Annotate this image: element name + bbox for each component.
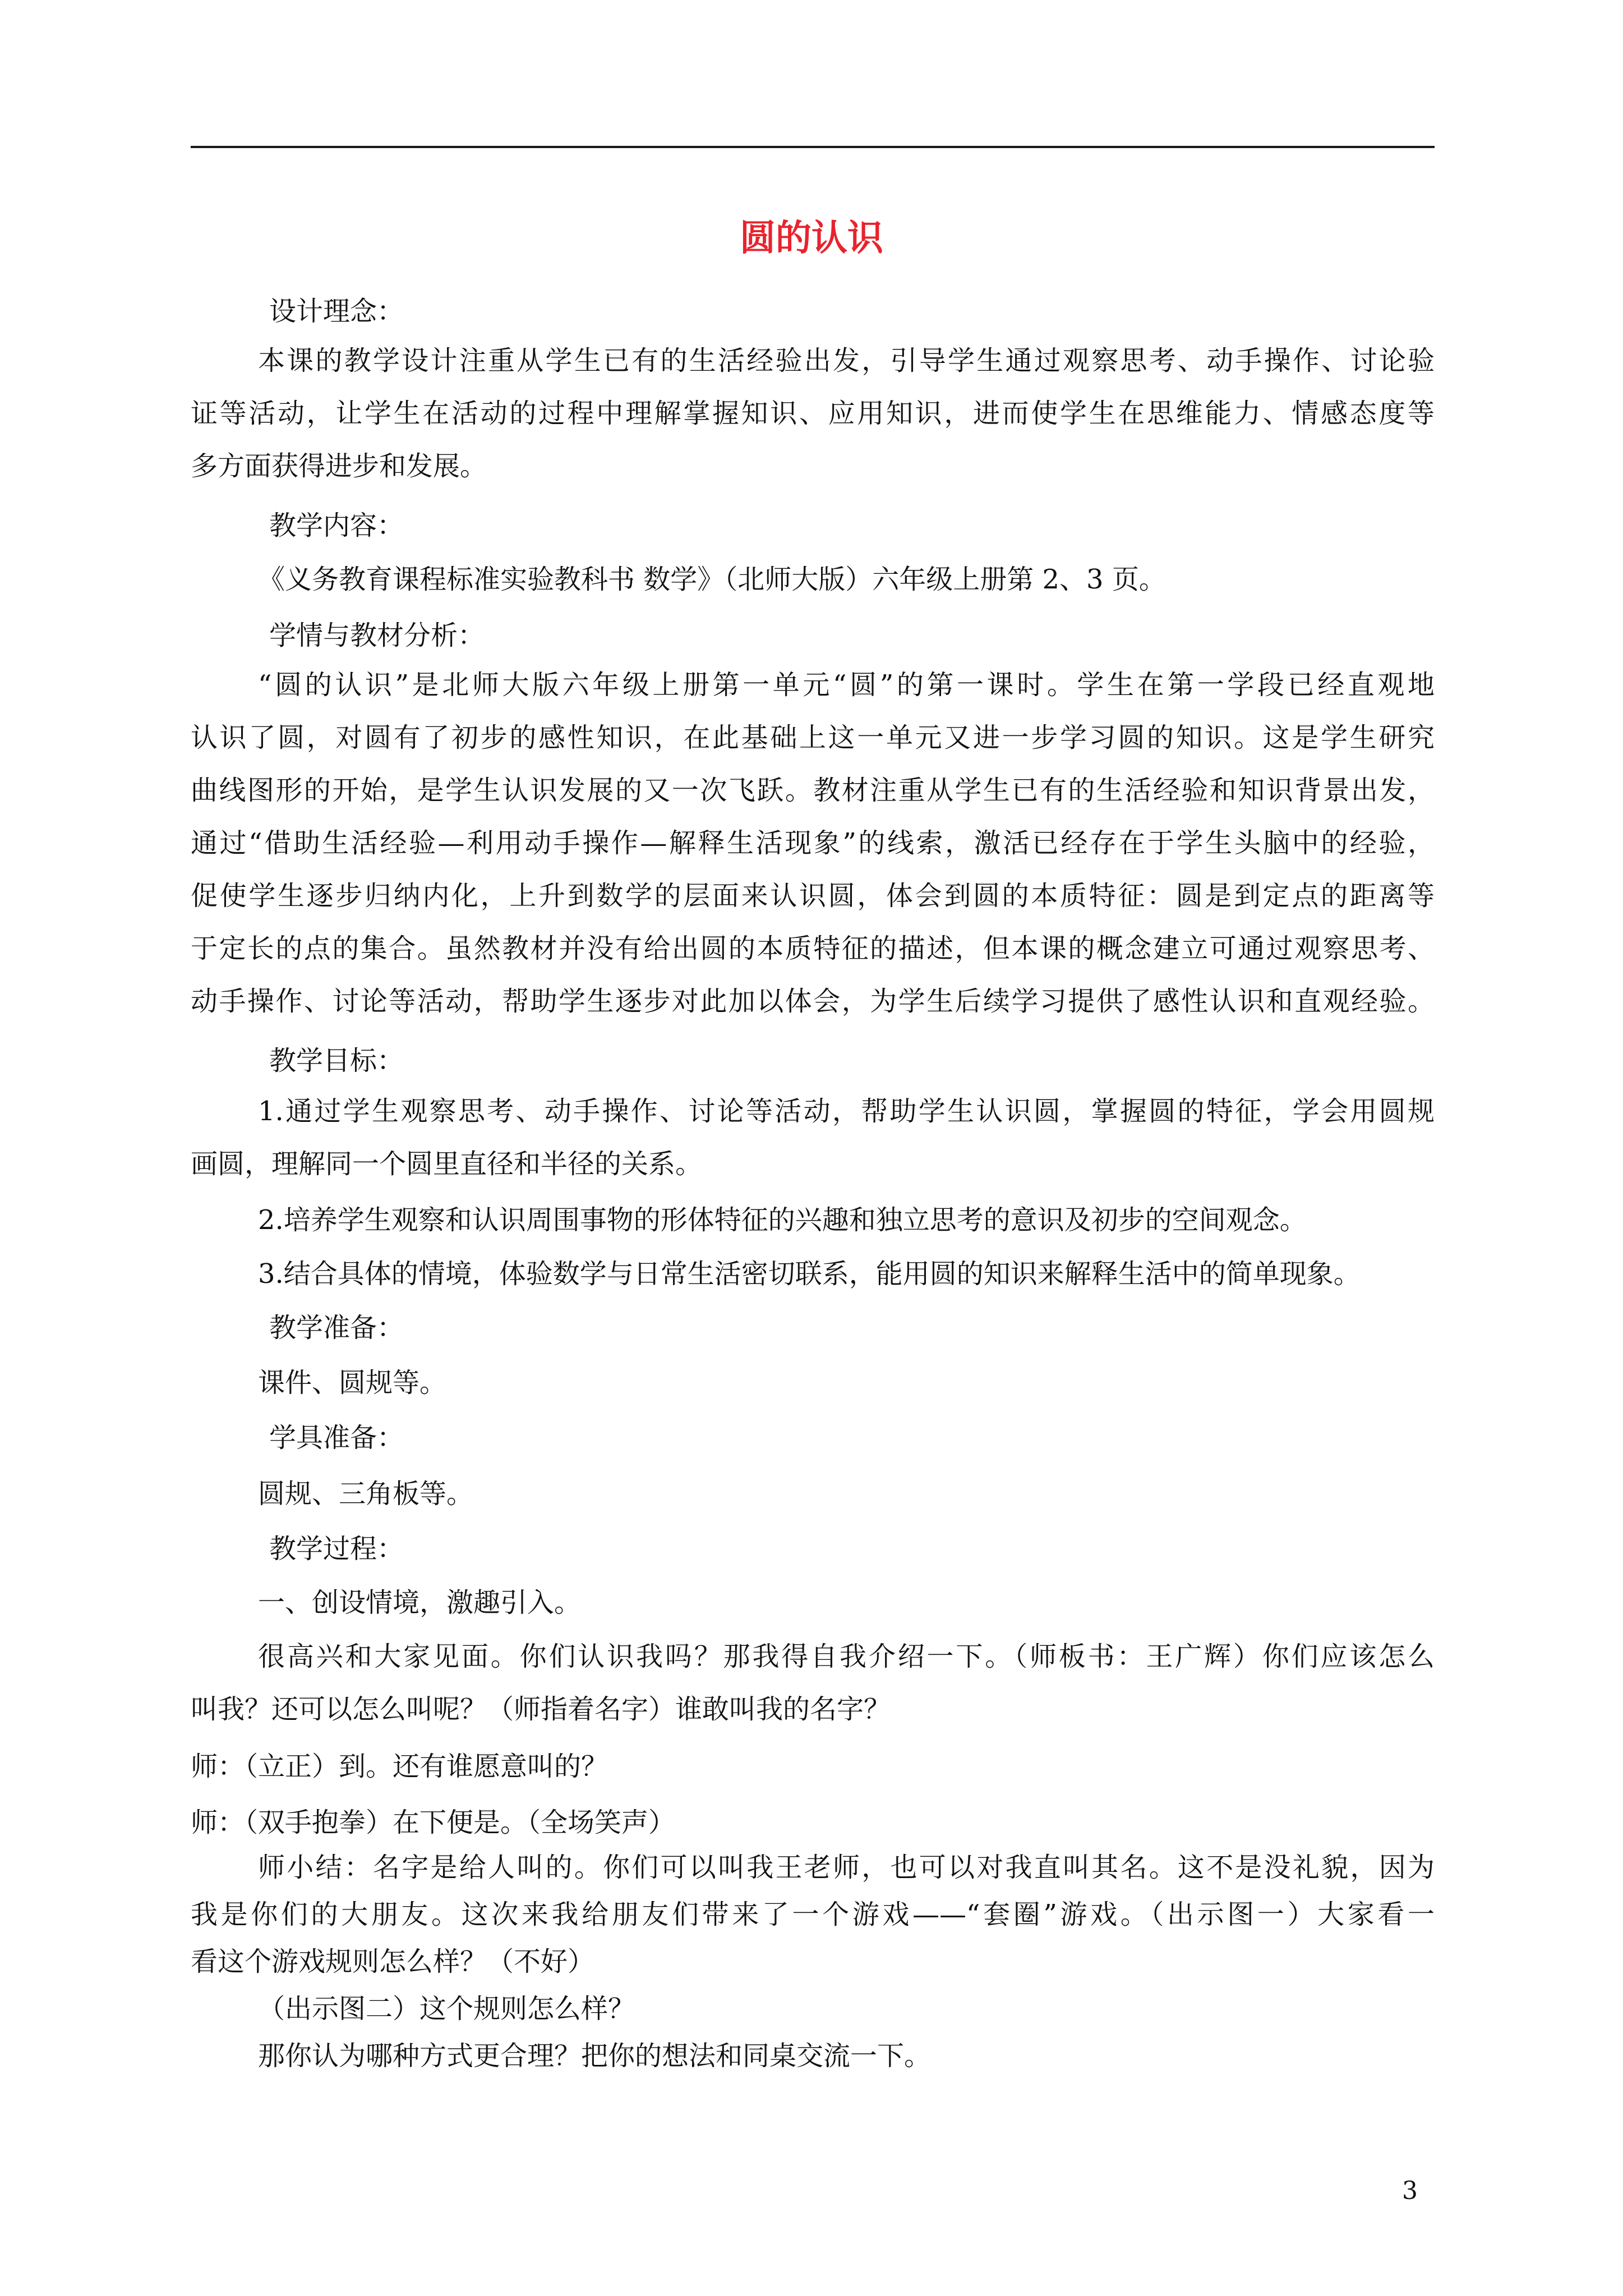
- paragraph-line: 很高兴和大家见面。你们认识我吗？那我得自我介绍一下。（师板书：王广辉）你们应该怎么: [258, 1641, 1435, 1672]
- paragraph-line: 一、创设情境，激趣引入。: [258, 1587, 582, 1618]
- paragraph-line: 叫我？还可以怎么叫呢？（师指着名字）谁敢叫我的名字？: [191, 1694, 891, 1725]
- paragraph-line: 看这个游戏规则怎么样？（不好）: [191, 1946, 595, 1977]
- section-heading-content: 教学内容：: [269, 510, 404, 541]
- document-title: 圆的认识: [740, 218, 883, 259]
- paragraph-line: 促使学生逐步归纳内化，上升到数学的层面来认识圆，体会到圆的本质特征：圆是到定点的距离等: [191, 880, 1435, 912]
- page-number: 3: [1402, 2177, 1418, 2205]
- paragraph-line: 证等活动，让学生在活动的过程中理解掌握知识、应用知识，进而使学生在思维能力、情感态度等: [191, 398, 1435, 429]
- paragraph-line: 认识了圆，对圆有了初步的感性知识，在此基础上这一单元又进一步学习圆的知识。这是学生研究: [191, 722, 1435, 753]
- paragraph-line: 动手操作、讨论等活动，帮助学生逐步对此加以体会，为学生后续学习提供了感性认识和直观经验。: [191, 986, 1435, 1017]
- paragraph-line: 曲线图形的开始，是学生认识发展的又一次飞跃。教材注重从学生已有的生活经验和知识背景出发，: [191, 775, 1435, 806]
- paragraph-line: 师小结：名字是给人叫的。你们可以叫我王老师，也可以对我直叫其名。这不是没礼貌，因为: [258, 1852, 1435, 1883]
- header-rule: [191, 146, 1435, 148]
- paragraph-line: 通过“借助生活经验—利用动手操作—解释生活现象”的线索，激活已经存在于学生头脑中的经验，: [191, 827, 1435, 859]
- section-heading-tools: 学具准备：: [269, 1422, 404, 1453]
- paragraph-line: 圆规、三角板等。: [258, 1478, 474, 1510]
- paragraph-line: 2.培养学生观察和认识周围事物的形体特征的兴趣和独立思考的意识及初步的空间观念。: [258, 1204, 1307, 1236]
- paragraph-line: 画圆，理解同一个圆里直径和半径的关系。: [191, 1148, 703, 1180]
- section-heading-prep: 教学准备：: [269, 1312, 404, 1343]
- section-heading-process: 教学过程：: [269, 1533, 404, 1565]
- paragraph-line: 本课的教学设计注重从学生已有的生活经验出发，引导学生通过观察思考、动手操作、讨论验: [258, 345, 1435, 376]
- paragraph-line: 《义务教育课程标准实验教科书 数学》（北师大版）六年级上册第 2、3 页。: [258, 564, 1166, 595]
- paragraph-line: 师：（双手抱拳）在下便是。（全场笑声）: [191, 1807, 676, 1838]
- paragraph-line: 于定长的点的集合。虽然教材并没有给出圆的本质特征的描述，但本课的概念建立可通过观察思考、: [191, 933, 1435, 964]
- paragraph-line: “圆的认识”是北师大版六年级上册第一单元“圆”的第一课时。学生在第一学段已经直观地: [258, 669, 1435, 701]
- section-heading-design: 设计理念：: [269, 296, 404, 327]
- paragraph-line: 3.结合具体的情境，体验数学与日常生活密切联系，能用圆的知识来解释生活中的简单现象。: [258, 1258, 1361, 1290]
- paragraph-line: 课件、圆规等。: [258, 1367, 447, 1398]
- paragraph-line: 1.通过学生观察思考、动手操作、讨论等活动，帮助学生认识圆，掌握圆的特征，学会用圆规: [258, 1096, 1435, 1127]
- section-heading-goals: 教学目标：: [269, 1045, 404, 1076]
- paragraph-line: 师：（立正）到。还有谁愿意叫的？: [191, 1751, 608, 1782]
- section-heading-analysis: 学情与教材分析：: [269, 620, 485, 651]
- paragraph-line: 多方面获得进步和发展。: [191, 450, 487, 482]
- paragraph-line: 那你认为哪种方式更合理？把你的想法和同桌交流一下。: [258, 2040, 932, 2072]
- paragraph-line: （出示图二）这个规则怎么样？: [258, 1993, 635, 2024]
- paragraph-line: 我是你们的大朋友。这次来我给朋友们带来了一个游戏——“套圈”游戏。（出示图一）大家看一: [191, 1899, 1435, 1930]
